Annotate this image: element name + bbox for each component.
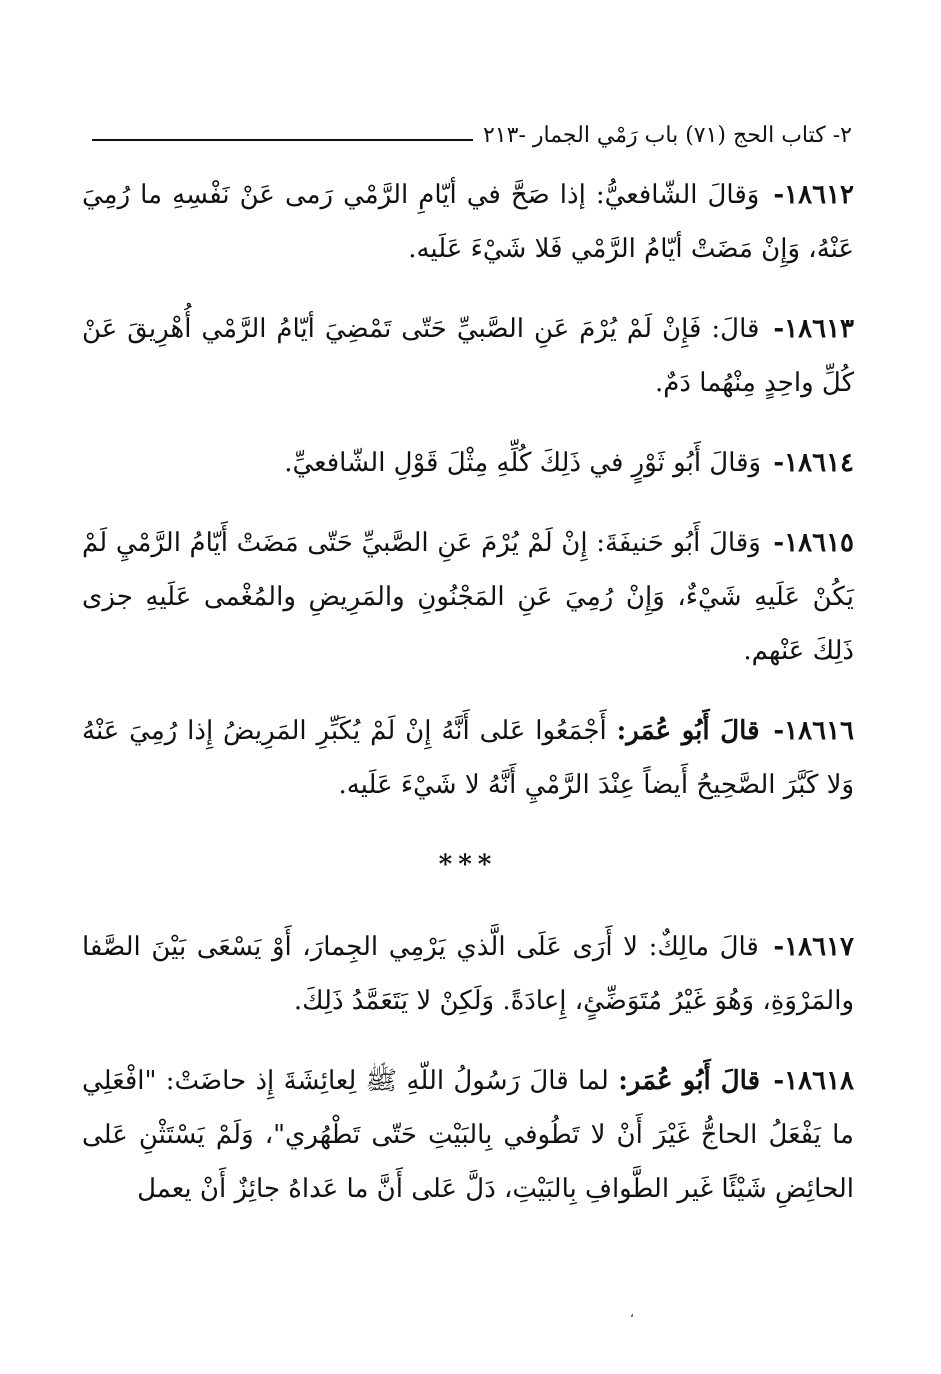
paragraph-18618 — [82, 1054, 854, 1216]
paragraph-number: ١٨٦١٢- — [773, 180, 854, 210]
paragraph-number: ١٨٦١٣- — [773, 314, 854, 344]
paragraph-18614 — [82, 436, 854, 490]
paragraph-text: وَقالَ أَبُو حَنيفَةَ: إِنْ لَمْ يُرْمَ عَنِ الصَّبيِّ حَتّى مَضَتْ أَيّامُ الرَّمْيِ لَمْ يَكُنْ عَلَيهِ شَيْءٌ، وَإِنْ رُمِيَ عَنِ المَجْنُونِ والمَرِيضِ والمُغْمى عَلَيهِ جزى ذَلِكَ عَنْهم. — [82, 528, 854, 666]
header-rule — [92, 139, 473, 141]
paragraph-18617 — [82, 920, 854, 1028]
paragraph-text: أَجْمَعُوا عَلى أَنَّهُ إِنْ لَمْ يُكَبِّرِ المَرِيضُ إِذا رُمِيَ عَنْهُ وَلا كَبَّرَ الصَّحِيحُ أَيضاً عِنْدَ الرَّمْيِ أَنَّهُ لا شَيْءَ عَلَيه. — [82, 716, 854, 800]
paragraph-18613 — [82, 302, 854, 410]
paragraph-18612 — [82, 168, 854, 276]
paragraph-text: قالَ: فَإِنْ لَمْ يُرْمَ عَنِ الصَّبيِّ حَتّى تَمْضِيَ أيّامُ الرَّمْي أُهْرِيقَ عَنْ كُلِّ واحِدٍ مِنْهُما دَمٌ. — [82, 314, 854, 398]
paragraph-text: وَقالَ أَبُو ثَوْرٍ في ذَلِكَ كُلِّهِ مِثْلَ قَوْلِ الشّافعيِّ. — [284, 448, 762, 478]
paragraph-18615 — [82, 516, 854, 678]
paragraph-number: ١٨٦١٧- — [773, 932, 855, 962]
section-separator: *** — [438, 850, 498, 880]
paragraph-number: ١٨٦١٥- — [773, 528, 855, 558]
footer-mark: ، — [630, 1306, 634, 1320]
header-title: ٢- كتاب الحج (٧١) باب رَمْي الجمار -٢١٣ — [482, 123, 852, 148]
paragraph-text: وَقالَ الشّافعيُّ: إذا صَحَّ في أيّامِ الرَّمْي رَمى عَنْ نَفْسِهِ ما رُمِيَ عَنْهُ، وَإِنْ مَضَتْ أيّامُ الرَّمْي فَلا شَيْءَ عَلَيه. — [82, 180, 854, 264]
paragraph-number: ١٨٦١٤- — [773, 448, 854, 478]
paragraph-number: ١٨٦١٦- — [773, 716, 854, 746]
text-body — [82, 168, 854, 1242]
running-header — [92, 112, 852, 148]
paragraph-text: قالَ مالِكٌ: لا أَرَى عَلَى الَّذي يَرْمِي الجِمارَ، أَوْ يَسْعَى بَيْنَ الصَّفا والمَرْوَةِ، وَهُوَ غَيْرُ مُتَوَضِّئٍ، إِعادَةً. وَلَكِنْ لا يَتَعَمَّدُ ذَلِكَ. — [82, 932, 854, 1016]
paragraph-text: لما قالَ رَسُولُ اللّهِ ﷺ لِعائِشَةَ إِذ حاضَتْ: "افْعَلِي ما يَفْعَلُ الحاجُّ غَيْرَ أَنْ لا تَطُوفي بِالبَيْتِ حَتّى تَطْهُري"، وَلَمْ يَسْتَثْنِ عَلى الحائِضِ شَيْئًا غَير الطَّوافِ بِالبَيْتِ، دَلَّ عَلى أَنَّ ما عَداهُ جائِزٌ أَنْ يعمل — [82, 1066, 854, 1204]
paragraph-number: ١٨٦١٨- — [773, 1066, 854, 1096]
paragraph-lead: قالَ أَبُو عُمَر: — [618, 1066, 761, 1096]
paragraph-lead: قالَ أَبُو عُمَر: — [616, 716, 760, 746]
paragraph-18616 — [82, 704, 854, 812]
